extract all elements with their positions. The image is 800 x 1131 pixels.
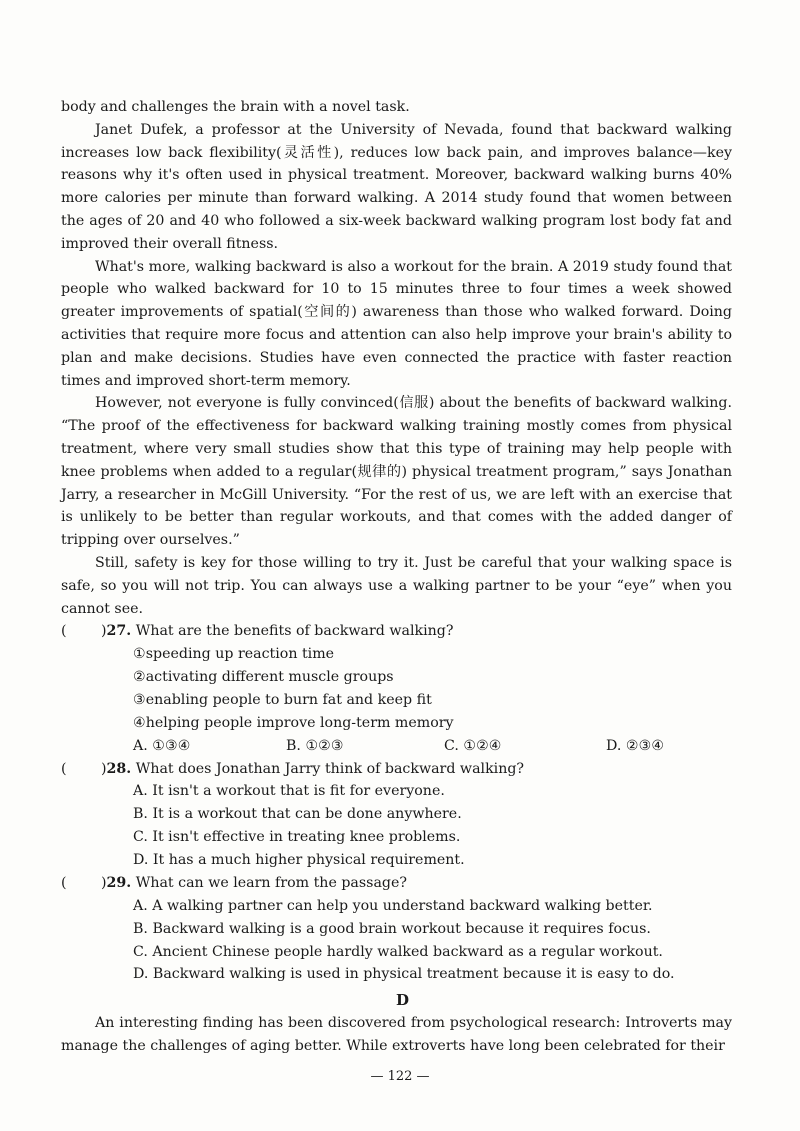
statement-item: ③enabling people to burn fat and keep fit [133, 691, 432, 708]
paragraph-brain-workout: What's more, walking backward is also a workout for the brain. A 2019 study found that people who walked backward for 10 to 15 minutes three to four times a week showed greater improvements of spatial(空间的) awareness than those who walked forward. Doing activities that require more focus and attention can also help improve your brain's ability to plan and make decisions. Studies have even connected the practice with faster reaction times and improved short-term memory. [61, 258, 732, 389]
option-d[interactable]: D. Backward walking is used in physical treatment because it is easy to do. [133, 966, 675, 983]
answer-blank[interactable]: ( [61, 874, 67, 891]
question-number: 29. [106, 874, 132, 891]
question-number: 27. [106, 623, 132, 640]
question-stem: What does Jonathan Jarry think of backward walking? [135, 760, 525, 777]
question-stem: What can we learn from the passage? [135, 874, 407, 891]
choice-c[interactable]: C. ①②④ [444, 737, 502, 754]
choice-b[interactable]: B. ①②③ [286, 737, 344, 754]
paragraph-jarry: However, not everyone is fully convinced(信服) about the benefits of backward walking. “The proof of the effectiveness for backward walking training mostly comes from physical treatment, where very small studies show that this type of training may help people with knee problems when added to a regular(规律的) physical treatment program,” says Jonathan Jarry, a researcher in McGill University. “For the rest of us, we are left with an exercise that is unlikely to be better than regular workouts, and that comes with the added danger of tripping over ourselves.” [61, 395, 732, 549]
choice-d[interactable]: D. ②③④ [606, 737, 665, 754]
option-b[interactable]: B. It is a workout that can be done anywhere. [133, 806, 462, 823]
option-c[interactable]: C. Ancient Chinese people hardly walked backward as a regular workout. [133, 943, 663, 960]
paragraph-safety: Still, safety is key for those willing to try it. Just be careful that your walking space is safe, so you will not trip. You can always use a walking partner to be your “eye” when you cannot see. [61, 554, 732, 617]
option-c[interactable]: C. It isn't effective in treating knee problems. [133, 829, 461, 846]
answer-blank[interactable]: ( [61, 623, 67, 640]
section-title: D [395, 991, 409, 1010]
option-a[interactable]: A. It isn't a workout that is fit for everyone. [133, 783, 445, 800]
option-a[interactable]: A. A walking partner can help you understand backward walking better. [133, 897, 653, 914]
question-28: ( )28. What does Jonathan Jarry think of backward walking? A. It isn't a workout that is fit for everyone. B. It is a workout that can be done anywhere. C. It isn't effective in treating knee problems. D. It has a much higher physical requirement. [61, 758, 732, 872]
question-stem: What are the benefits of backward walking? [135, 623, 454, 640]
answer-blank[interactable]: ( [61, 760, 67, 777]
paragraph-continued: body and challenges the brain with a novel task. [61, 99, 410, 115]
statement-item: ②activating different muscle groups [133, 669, 394, 686]
page-content [61, 96, 732, 1058]
page-number: — 122 — [370, 1069, 430, 1084]
option-d[interactable]: D. It has a much higher physical requirement. [133, 852, 465, 869]
choice-a[interactable]: A. ①③④ [133, 737, 191, 754]
choice-row [133, 735, 732, 758]
statement-item: ④helping people improve long-term memory [133, 714, 454, 731]
paragraph-dufek: Janet Dufek, a professor at the University of Nevada, found that backward walking increases low back flexibility(灵活性), reduces low back pain, and improves balance—key reasons why it's often used in physical treatment. Moreover, backward walking burns 40% more calories per minute than forward walking. A 2014 study found that women between the ages of 20 and 40 who followed a six-week backward walking program lost body fat and improved their overall fitness. [61, 121, 732, 252]
paragraph-introverts: An interesting finding has been discovered from psychological research: Introverts may manage the challenges of aging better. While extroverts have long been celebrated for their [61, 1015, 732, 1055]
question-27: ( )27. What are the benefits of backward walking? ①speeding up reaction time ②activating different muscle groups ③enabling people to burn fat and keep fit ④helping people improve long-term memory A. ①③④ B. ①②③ C. ①②④ D. ②③④ [61, 620, 732, 757]
statement-item: ①speeding up reaction time [133, 646, 335, 663]
question-number: 28. [106, 760, 132, 777]
question-29: ( )29. What can we learn from the passage? A. A walking partner can help you understand backward walking better. B. Backward walking is a good brain workout because it requires focus. C. Ancient Chinese people hardly walked backward as a regular workout. D. Backward walking is used in physical treatment because it is easy to do. [61, 872, 732, 986]
option-b[interactable]: B. Backward walking is a good brain workout because it requires focus. [133, 920, 651, 937]
